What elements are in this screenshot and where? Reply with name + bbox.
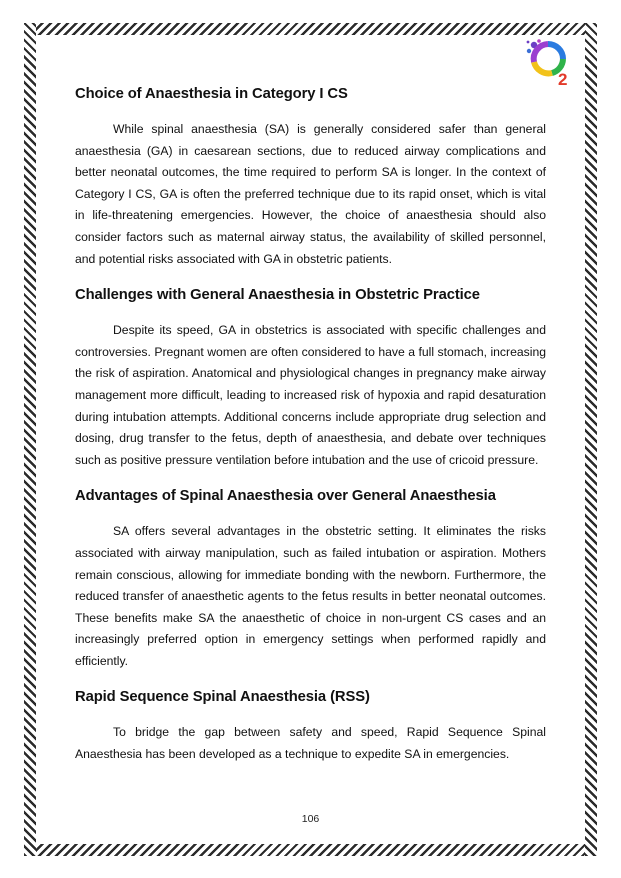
section-heading: Choice of Anaesthesia in Category I CS — [75, 86, 348, 102]
decorative-border-top — [24, 23, 597, 35]
decorative-border-bottom — [24, 844, 597, 856]
svg-text:2: 2 — [558, 70, 568, 88]
section-heading: Rapid Sequence Spinal Anaesthesia (RSS) — [75, 689, 370, 706]
section-paragraph: SA offers several advantages in the obstetric setting. It eliminates the risks associated with airway manipulation, such as failed intubation or aspiration. Mothers remain conscious, allowing for immediate bonding with the newborn. Furthermore, the reduced transfer of anaesthetic agents to the fetus results in better neonatal outcomes. These benefits make SA the anaesthetic of choice in non-urgent CS cases and an increasingly preferred option in emergency settings when performed rapidly and efficiently. — [75, 524, 546, 668]
section-paragraph: To bridge the gap between safety and speed, Rapid Sequence Spinal Anaesthesia has been developed as a technique to expedite SA in emergencies. — [75, 725, 546, 762]
section-heading: Advantages of Spinal Anaesthesia over General Anaesthesia — [75, 488, 496, 505]
section-heading: Challenges with General Anaesthesia in Obstetric Practice — [75, 287, 480, 304]
section-paragraph: Despite its speed, GA in obstetrics is associated with specific challenges and controversies. Pregnant women are often considered to have a full stomach, increasing the risk of aspiration. Anatomical and physiological changes in pregnancy make airway management more difficult, leading to increased risk of hypoxia and rapid desaturation during intubation attempts. Additional concerns include appropriate drug selection and dosing, drug transfer to the fetus, depth of anaesthesia, and debate over techniques such as positive pressure ventilation before intubation and the use of cricoid pressure. — [75, 323, 546, 467]
decorative-border-right — [585, 23, 597, 856]
document-content — [75, 80, 546, 766]
section-paragraph: While spinal anaesthesia (SA) is generally considered safer than general anaesthesia (GA) in caesarean sections, due to reduced airway complications and better neonatal outcomes, the time required to perform SA is longer. In the context of Category I CS, GA is often the preferred technique due to its rapid onset, which is vital in life-threatening emergencies. However, the choice of anaesthesia should also consider factors such as maternal airway status, the availability of skilled personnel, and potential risks associated with GA in obstetric patients. — [75, 122, 546, 266]
decorative-border-left — [24, 23, 36, 856]
page-number: 106 — [301, 813, 320, 825]
